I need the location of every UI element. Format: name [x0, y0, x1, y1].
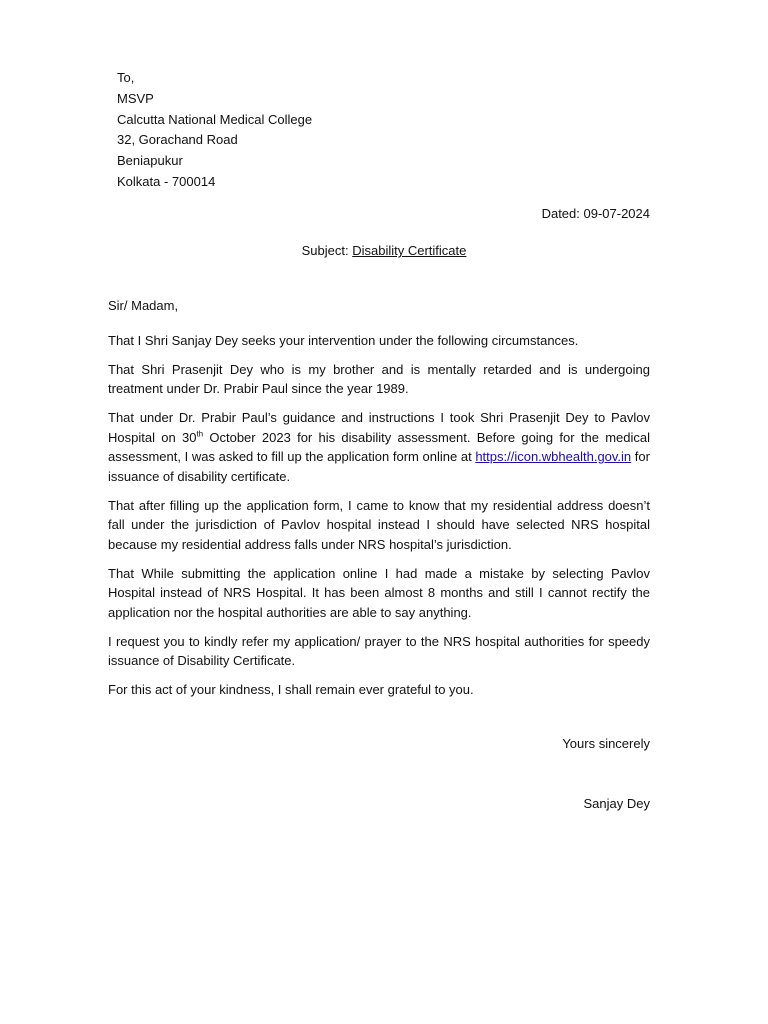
recipient-address	[117, 68, 312, 193]
paragraph-3-start: That under Dr. Prabir Paul’s guidance and instructions I took Shri Prasenjit Dey to Pavlov Hospital on 30	[108, 410, 650, 445]
address-line-1: MSVP	[117, 90, 154, 106]
paragraph-5: That While submitting the application online I had made a mistake by selecting Pavlov Hospital instead of NRS Hospital. It has been almost 8 months and still I cannot rectify the application nor the hospital authorities are able to say anything.	[108, 565, 650, 620]
subject-label: Subject:	[301, 243, 353, 258]
paragraph-3-end: for issuance of disability certificate.	[108, 449, 650, 484]
paragraph-2: That Shri Prasenjit Dey who is my brother and is mentally retarded and is undergoing treatment under Dr. Prabir Paul since the year 1989.	[108, 361, 650, 396]
address-line-2: Calcutta National Medical College	[117, 111, 313, 127]
address-line-5: Kolkata - 700014	[117, 173, 216, 189]
paragraph-3	[108, 408, 650, 486]
closing-line: Yours sincerely	[562, 736, 650, 751]
salutation: Sir/ Madam,	[108, 298, 179, 313]
signer-name: Sanjay Dey	[583, 796, 650, 811]
paragraph-6: I request you to kindly refer my application/ prayer to the NRS hospital authorities for speedy issuance of Disability Certificate.	[108, 633, 650, 668]
address-to: To,	[117, 70, 135, 85]
paragraph-3-middle: October 2023 for his disability assessment. Before going for the medical assessment, I was asked to fill up the application form online at	[108, 429, 650, 464]
wbhealth-link[interactable]: https://icon.wbhealth.gov.in	[475, 449, 632, 464]
letter-date: Dated: 09-07-2024	[541, 206, 650, 221]
subject-line	[0, 243, 768, 258]
paragraph-7: For this act of your kindness, I shall remain ever grateful to you.	[108, 682, 474, 697]
address-line-3: 32, Gorachand Road	[117, 132, 238, 148]
subject-text: Disability Certificate	[352, 243, 467, 258]
paragraph-4: That after filling up the application form, I came to know that my residential address doesn’t fall under the jurisdiction of Pavlov hospital instead I should have selected NRS hospital because my residential address falls under NRS hospital’s jurisdiction.	[108, 497, 650, 552]
letter-body	[108, 296, 650, 709]
address-line-4: Beniapukur	[117, 153, 183, 169]
paragraph-1: That I Shri Sanjay Dey seeks your intervention under the following circumstances.	[108, 332, 579, 348]
ordinal-suffix: th	[196, 429, 204, 439]
